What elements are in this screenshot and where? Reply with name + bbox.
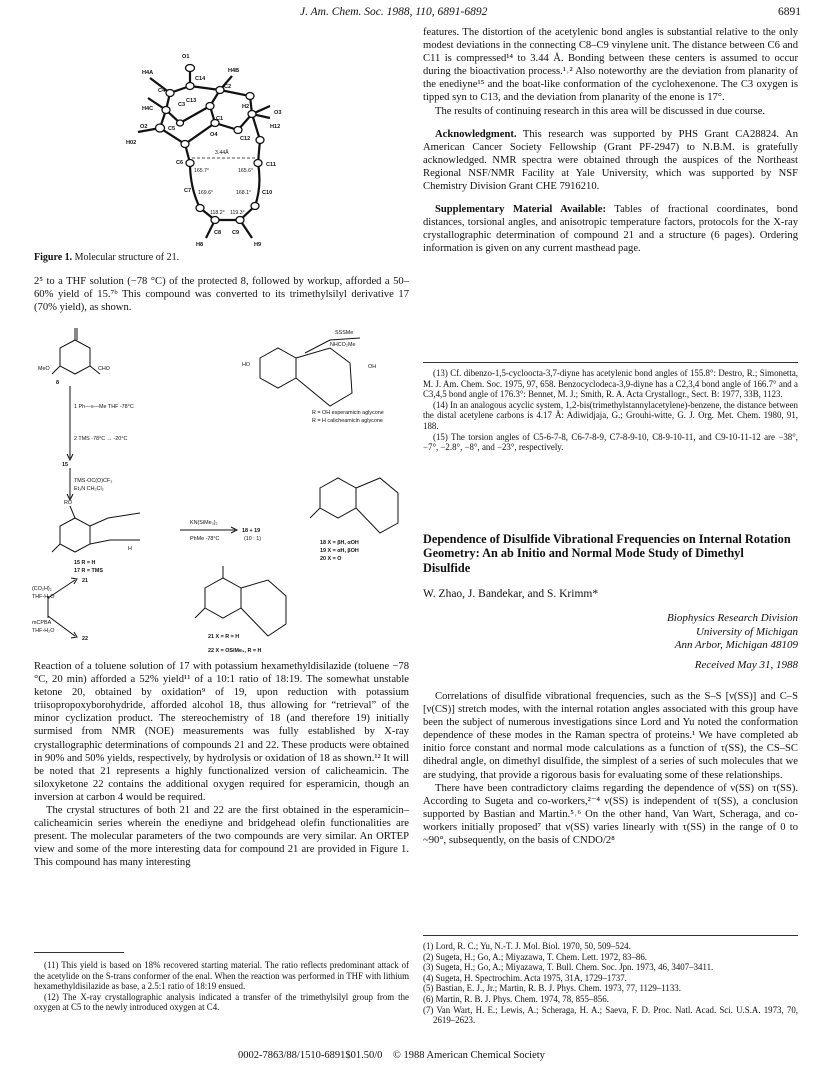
scheme-label: mCPBA xyxy=(32,620,52,626)
atom-label: O3 xyxy=(274,110,282,116)
atom-label: O4 xyxy=(210,132,218,138)
reference: (5) Bastian, E. J., Jr.; Martin, R. B. J. Phys. Chem. 1973, 77, 1129–1133. xyxy=(423,983,681,994)
scheme-label: NHCO₂Me xyxy=(330,342,356,348)
right-footnotes xyxy=(423,368,798,453)
scheme-label: 21 X = R = H xyxy=(208,634,240,640)
atom-label: C3 xyxy=(178,102,186,108)
received-date: Received May 31, 1988 xyxy=(694,658,798,671)
angle-label: 168.1° xyxy=(236,190,252,196)
affiliation-line: Biophysics Research Division xyxy=(667,612,798,624)
atom-label: H4C xyxy=(142,106,154,112)
affiliation-line: University of Michigan xyxy=(695,625,798,638)
copyright: © 1988 American Chemical Society xyxy=(392,1050,545,1061)
scheme-label: OH xyxy=(368,364,377,370)
scheme-label: 19 X = αH, βOH xyxy=(320,548,359,554)
scheme-label: TMS·OC(O)CF₃ xyxy=(74,478,113,484)
angle-label: 165.7° xyxy=(194,168,210,174)
journal-citation: J. Am. Chem. Soc. 1988, 110, 6891-6892 xyxy=(300,6,488,18)
scheme-label: 20 X = O xyxy=(320,556,342,562)
affiliation-line: Ann Arbor, Michigan 48109 xyxy=(674,639,798,651)
footnote-rule xyxy=(34,952,124,953)
atom-label: H8 xyxy=(196,242,204,248)
running-header xyxy=(0,6,828,22)
author-affiliation xyxy=(423,612,798,672)
scheme-label: 21 xyxy=(82,578,88,584)
scheme-label: 22 X = OSiMe₃, R = H xyxy=(208,648,262,654)
scheme-label: THF-H₂O xyxy=(32,628,55,634)
scheme-label: Et₃N CH₂Cl₂ xyxy=(74,486,104,492)
article-title: Dependence of Disulfide Vibrational Frequencies on Internal Rotation Geometry: An ab Initio and Normal Mode Study of Dimethyl Disulfide xyxy=(423,532,791,575)
scheme-label: 15 R = H xyxy=(74,560,96,566)
scheme-label: RO xyxy=(64,500,73,506)
footnote: (13) Cf. dibenzo-1,5-cycloocta-3,7-diyne has acetylenic bond angles of 155.8°: Destro, R.; Simonetta, M. J. Am. Chem. Soc. 1975, 97, 658. Benzocyclodeca-3,9-diyne has a C2,3,4 bond angle of 166.7° and a C3,4,5 bond angle of 176.3°: Bennet, M. J.; Smith, R. A. Acta Crystallogr., Sect. B: 1977, 33B, 1123. xyxy=(423,368,798,400)
scheme-label: PhMe -78°C xyxy=(190,536,220,542)
synthesis-scheme xyxy=(30,318,415,658)
figure-1-caption xyxy=(34,252,179,263)
atom-label: O1 xyxy=(182,54,190,60)
distance-label: 3.44Å xyxy=(215,150,229,156)
acknowledgment-label: Acknowledgment. xyxy=(435,128,517,140)
atom-label: O2 xyxy=(140,124,148,130)
reference: (2) Sugeta, H.; Go, A.; Miyazawa, T. Chem. Lett. 1972, 83–86. xyxy=(423,951,647,962)
atom-label: C6 xyxy=(176,160,184,166)
reference: (7) Van Wart, H. E.; Lewis, A.; Scheraga, H. A.; Saeva, F. D. Proc. Natl. Acad. Sci. U.S.A. 1973, 70, 2619–2623. xyxy=(423,1004,798,1026)
scheme-label: MeO xyxy=(38,366,50,372)
footnote: (14) In an analogous acyclic system, 1,2-bis(trimethylstannylacetylene)-benzene, the distance between the distal acetylene carbons is 4.17 Å: Adiwidjaja, G.; Grouhi-witte, G. J. Org. Met. Chem. 1980, 91, 188. xyxy=(423,399,798,431)
reference: (1) Lord, R. C.; Yu, N.-T. J. Mol. Biol. 1970, 50, 509–524. xyxy=(423,941,631,951)
scheme-label: 22 xyxy=(82,636,88,642)
scheme-label: (10 : 1) xyxy=(244,536,262,542)
supplementary-label: Supplementary Material Available: xyxy=(435,204,607,216)
reference: (6) Martin, R. B. J. Phys. Chem. 1974, 78, 855–856. xyxy=(423,993,609,1004)
scheme-label: 18 X = βH, αOH xyxy=(320,540,359,546)
atom-label: H02 xyxy=(126,140,137,146)
article-body xyxy=(423,690,798,847)
article-authors: W. Zhao, J. Bandekar, and S. Krimm* xyxy=(423,588,599,600)
footnote: (11) This yield is based on 18% recovered starting material. The ratio reflects predominant attack of the acetylide on the S-trans conformer of the enal. When the reaction was performed in THF with lithium hexamethyldisilazide as base, a 2.5:1 ratio of 18:19 ensued. xyxy=(34,960,409,992)
references-rule xyxy=(423,935,798,936)
atom-label: H12 xyxy=(270,124,281,130)
footnote-rule xyxy=(423,362,798,363)
atom-label: C2 xyxy=(224,84,232,90)
scheme-label: (CO₂H)₂ xyxy=(32,586,52,592)
footnote: (12) The X-ray crystallographic analysis indicated a transfer of the trimethylsilyl group from the oxygen at C5 to the newly introduced oxygen at C4. xyxy=(34,991,409,1013)
atom-label: C12 xyxy=(240,136,251,142)
atom-label: C11 xyxy=(266,162,276,168)
angle-label: 118.2° xyxy=(210,210,225,216)
scheme-label: 2 TMS -78°C → -20°C xyxy=(74,436,128,442)
figure-caption-label: Figure 1. xyxy=(34,252,73,263)
paragraph: Reaction of a toluene solution of 17 with potassium hexamethyldisilazide (toluene −78 °C, 20 min) afforded a 52% yield¹¹ of a 10:1 ratio of 18:19. The somewhat unstable ketone 20, obtained by oxidation⁹ of 19, upon reduction with potassium triisopropoxyborohydride, afforded alcohol 18, thus allowing for “retrieval” of the minor cyclization product. The stereochemistry of 18 (and therefore 19) initially surmised from NMR (NOE) measurements was fully established by X-ray crystallographic determinations of compounds 21 and 22. These products were obtained in 90% and 50% yields, respectively, by hydrolysis or oxidation of 18 as shown.¹² It will be noted that 21 represents a highly functionalized version of calicheamicin. The siloxyketone 22 contains the additional oxygen required for esperamicin, though an inversion at carbon 4 would be required. xyxy=(34,661,409,803)
paragraph: 2⁵ to a THF solution (−78 °C) of the protected 8, followed by workup, afforded a 50–60% yield of 15.⁷ᵇ This compound was converted to its trimethylsilyl derivative 17 (70% yield), as shown. xyxy=(34,276,409,314)
footnote: (15) The torsion angles of C5-6-7-8, C6-7-8-9, C7-8-9-10, C8-9-10-11, and C9-10-11-12 are −38°, −7°, −2.8°, −8°, and −23°, respectively. xyxy=(423,431,798,453)
atom-label: H4B xyxy=(228,68,240,74)
scheme-label: SSSMe xyxy=(335,330,354,336)
figure-1-ortep-structure xyxy=(120,48,330,248)
scheme-label: R = H calicheamicin aglycone xyxy=(312,418,383,424)
reference: (3) Sugeta, H.; Go, A.; Miyazawa, T. Bull. Chem. Soc. Jpn. 1973, 46, 3407–3411. xyxy=(423,962,714,973)
scheme-label: H xyxy=(128,546,132,552)
supplementary-text: Tables of fractional coordinates, bond distances, torsional angles, and anisotropic temperature factors, protocols for the X-ray crystallographic determination of compound 21 and a structure (6 pages). Ordering information is given on any current masthead page. xyxy=(423,204,798,255)
angle-label: 169.6° xyxy=(198,190,214,196)
paragraph: There have been contradictory claims regarding the dependence of ν(SS) on τ(SS). According to Sugeta and co-workers,²⁻⁴ ν(SS) is independent of τ(SS), a conclusion supported by Bastian and Martin.⁵˒⁶ On the other hand, Van Wart, Scheraga, and co-workers initially proposed⁷ that ν(SS) varies linearly with τ(SS) in the range of 0 to ~90°, subsequently, on the basis of CNDO/2⁸ xyxy=(423,782,798,847)
scheme-label: KN(SiMe₃)₂ xyxy=(190,520,218,526)
reference: (4) Sugeta, H. Spectrochim. Acta 1975, 31A, 1729–1737. xyxy=(423,972,627,983)
scheme-label: 15 xyxy=(62,462,68,468)
paragraph: Correlations of disulfide vibrational frequencies, such as the S–S [ν(SS)] and C–S [ν(CS)] stretch modes, with the internal rotation angles associated with this group have been the subject of numerous investigations since Lord and Yu noted the conformation dependence of these modes in the Raman spectra of proteins.¹ We have completed ab initio force constant and normal mode calculations as a function of τ(SS), the CS–SC dihedral angle, on dimethyl disulfide, the simplest of a series of such molecules that we are studying, that provide a rigorous basis for evaluating some of these relationships. xyxy=(423,691,798,781)
paragraph: features. The distortion of the acetylenic bond angles is substantial relative to the only modest deviations in the connecting C8–C9 vinylene unit. The distance between C6 and C11 is compressed¹⁴ to 3.44 Å. Bonding between these centers is assumed to occur during the bioactivation process.¹˒² Also noteworthy are the deviation from planarity of the enediyne¹⁵ and the boat-like conformation of the cyclohexenone. The C3 oxygen is tipped syn to C13, and the deviation from planarity of the enone is 17°. xyxy=(423,27,798,104)
paragraph: The results of continuing research in this area will be discussed in due course. xyxy=(435,105,766,117)
right-column-top xyxy=(423,26,798,256)
left-column-body xyxy=(34,660,409,870)
angle-label: 119.3° xyxy=(230,210,245,216)
atom-label: C9 xyxy=(232,230,240,236)
scheme-label: HO xyxy=(242,362,251,368)
scheme-label: THF-H₂O xyxy=(32,594,55,600)
atom-label: H4A xyxy=(142,70,154,76)
scheme-label: R = OH esperamicin aglycone xyxy=(312,410,384,416)
article-code: 0002-7863/88/1510-6891$01.50/0 xyxy=(238,1050,383,1061)
angle-label: 165.6° xyxy=(238,168,254,174)
atom-label: C5 xyxy=(168,126,176,132)
scheme-label: 18 + 19 xyxy=(242,528,261,534)
page-footer xyxy=(238,1050,545,1061)
scheme-label: CHO xyxy=(98,366,110,372)
scheme-label: 17 R = TMS xyxy=(74,568,103,574)
atom-label: C14 xyxy=(195,76,206,82)
left-intro-paragraph xyxy=(34,275,409,314)
acknowledgment-text: This research was supported by PHS Grant CA28824. An American Cancer Society Fellowship (Grant PF-2947) to N.B.M. is gratefully acknowledged. NMR spectra were obtained through the auspices of the Northeast Regional NSF/NMR Facility at Yale University, which was supported by NSF Chemistry Division Grant CHE 7916210. xyxy=(423,128,798,193)
page-number: 6891 xyxy=(778,6,801,18)
paragraph: The crystal structures of both 21 and 22 are the first obtained in the esperamicin–calicheamicin series wherein the enediyne and bridgehead olefin functionalities are present. The molecular parameters of the two compounds are very similar. An ORTEP view and some of the more interesting data for compound 21 are provided in Figure 1. This compound has many interesting xyxy=(34,805,409,869)
scheme-label: 8 xyxy=(56,380,59,386)
atom-label: C8 xyxy=(214,230,222,236)
atom-label: C7 xyxy=(184,188,192,194)
atom-label: H2 xyxy=(242,104,250,110)
references-list xyxy=(423,941,798,1026)
figure-caption-text: Molecular structure of 21. xyxy=(74,252,180,263)
atom-label: C1 xyxy=(216,116,224,122)
scheme-label: 1 Ph—≡—Me THF -78°C xyxy=(74,404,134,410)
atom-label: H9 xyxy=(254,242,262,248)
atom-label: C13 xyxy=(186,98,197,104)
atom-label: C10 xyxy=(262,190,273,196)
atom-label: C4 xyxy=(158,88,166,94)
left-footnotes xyxy=(34,960,409,1013)
